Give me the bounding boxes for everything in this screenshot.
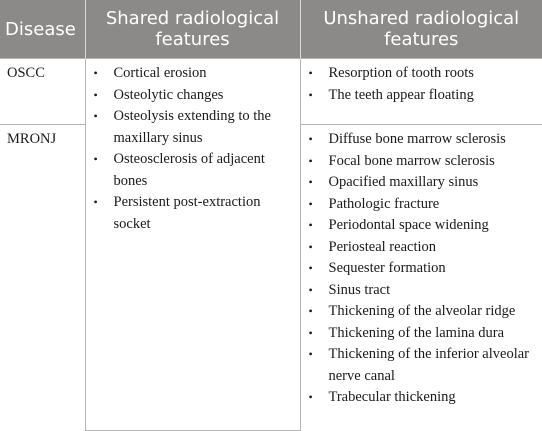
list-item (93, 85, 294, 107)
list-item-text: Diffuse bone marrow sclerosis (328, 131, 506, 147)
shared-features-list (93, 63, 294, 235)
list-item (308, 301, 537, 323)
list-item (93, 106, 294, 149)
list-item-text: Osteosclerosis of adjacent bones (113, 151, 265, 189)
list-item (308, 194, 537, 216)
bullet-icon: • (308, 282, 313, 297)
disease-cell: MRONJ (0, 125, 85, 431)
bullet-icon: • (93, 195, 98, 209)
unshared-features-cell (300, 59, 542, 125)
list-item-text: Resorption of tooth roots (328, 65, 474, 81)
list-item (308, 344, 537, 387)
list-item-text: Thickening of the alveolar ridge (328, 303, 516, 319)
disease-cell: OSCC (0, 59, 85, 125)
header-disease: Disease (0, 0, 85, 59)
header-unshared-features: Unshared radiological features (300, 0, 542, 59)
bullet-icon: • (93, 66, 98, 80)
bullet-icon: • (308, 347, 313, 361)
list-item (93, 192, 294, 235)
bullet-icon: • (93, 152, 98, 166)
bullet-icon: • (308, 218, 313, 232)
shared-features-cell (85, 59, 300, 431)
bullet-icon: • (308, 132, 313, 146)
list-item (308, 151, 537, 173)
unshared-features-cell (300, 125, 542, 431)
unshared-features-list (308, 63, 537, 106)
list-item-text: Pathologic fracture (328, 195, 440, 212)
list-item (308, 323, 537, 345)
list-item-text: Sequester formation (328, 260, 446, 276)
list-item-text: Osteolysis extending to the maxillary sinus (113, 108, 271, 146)
list-item (308, 85, 537, 107)
bullet-icon: • (308, 304, 313, 318)
bullet-icon: • (308, 66, 313, 80)
list-item-text: Cortical erosion (113, 65, 207, 81)
bullet-icon: • (308, 261, 313, 275)
unshared-features-list (308, 129, 537, 409)
bullet-icon: • (308, 239, 313, 254)
list-item (308, 258, 537, 280)
bullet-icon: • (308, 87, 313, 102)
list-item (308, 172, 537, 194)
list-item (308, 387, 537, 409)
table-row-oscc (0, 59, 542, 125)
list-item-text: Trabecular thickening (328, 389, 456, 405)
list-item-text: Thickening of the inferior alveolar nerve canal (328, 346, 530, 384)
bullet-icon: • (93, 87, 98, 102)
bullet-icon: • (308, 196, 313, 211)
list-item-text: The teeth appear floating (328, 86, 474, 103)
header-row (0, 0, 542, 59)
list-item-text: Sinus tract (328, 281, 391, 298)
bullet-icon: • (308, 390, 313, 404)
bullet-icon: • (308, 325, 313, 340)
list-item (308, 237, 537, 259)
list-item (308, 280, 537, 302)
bullet-icon: • (93, 109, 98, 123)
list-item (93, 63, 294, 85)
list-item-text: Persistent post-extraction socket (113, 194, 261, 232)
header-shared-features: Shared radiological features (85, 0, 300, 59)
list-item (308, 63, 537, 85)
list-item (308, 129, 537, 151)
bullet-icon: • (308, 153, 313, 168)
bullet-icon: • (308, 175, 313, 189)
list-item (308, 215, 537, 237)
list-item-text: Opacified maxillary sinus (328, 174, 479, 190)
list-item (93, 149, 294, 192)
list-item-text: Thickening of the lamina dura (328, 324, 505, 341)
list-item-text: Periodontal space widening (328, 217, 489, 233)
list-item-text: Periosteal reaction (328, 238, 436, 255)
list-item-text: Osteolytic changes (113, 86, 224, 103)
list-item-text: Focal bone marrow sclerosis (328, 152, 495, 169)
